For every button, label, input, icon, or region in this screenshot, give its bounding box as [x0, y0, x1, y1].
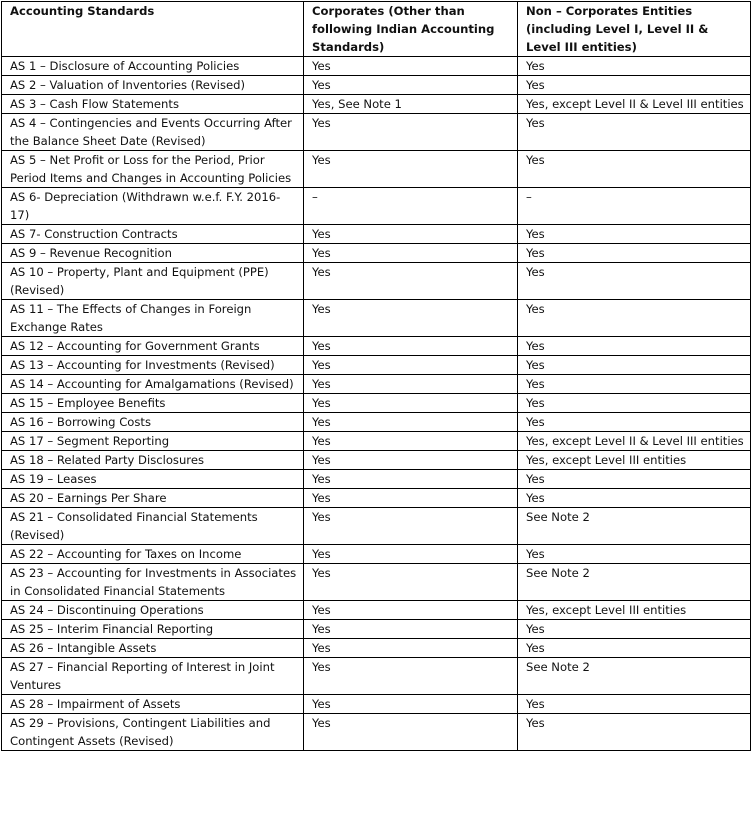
corporates-cell: Yes — [304, 470, 518, 489]
corporates-cell: Yes — [304, 151, 518, 188]
corporates-cell: – — [304, 188, 518, 225]
corporates-cell: Yes — [304, 695, 518, 714]
table-row — [2, 620, 751, 639]
non-corporates-cell: Yes — [518, 300, 751, 337]
table-row — [2, 714, 751, 751]
standard-cell: AS 27 – Financial Reporting of Interest in Joint Ventures — [2, 658, 304, 695]
table-row — [2, 470, 751, 489]
table-row — [2, 95, 751, 114]
corporates-cell: Yes — [304, 489, 518, 508]
standard-cell: AS 23 – Accounting for Investments in Associates in Consolidated Financial Statements — [2, 564, 304, 601]
table-row — [2, 394, 751, 413]
table-row — [2, 432, 751, 451]
table-row — [2, 564, 751, 601]
standard-cell: AS 1 – Disclosure of Accounting Policies — [2, 57, 304, 76]
standard-cell: AS 5 – Net Profit or Loss for the Period, Prior Period Items and Changes in Accounting Policies — [2, 151, 304, 188]
table-row — [2, 375, 751, 394]
standard-cell: AS 26 – Intangible Assets — [2, 639, 304, 658]
corporates-cell: Yes — [304, 225, 518, 244]
corporates-cell: Yes — [304, 639, 518, 658]
standard-cell: AS 9 – Revenue Recognition — [2, 244, 304, 263]
corporates-cell: Yes — [304, 375, 518, 394]
standard-cell: AS 29 – Provisions, Contingent Liabilities and Contingent Assets (Revised) — [2, 714, 304, 751]
non-corporates-cell: See Note 2 — [518, 508, 751, 545]
standard-cell: AS 4 – Contingencies and Events Occurring After the Balance Sheet Date (Revised) — [2, 114, 304, 151]
standard-cell: AS 24 – Discontinuing Operations — [2, 601, 304, 620]
standard-cell: AS 12 – Accounting for Government Grants — [2, 337, 304, 356]
standard-cell: AS 22 – Accounting for Taxes on Income — [2, 545, 304, 564]
header-non-corporates: Non – Corporates Entities (including Level I, Level II & Level III entities) — [518, 2, 751, 57]
corporates-cell: Yes — [304, 564, 518, 601]
corporates-cell: Yes — [304, 263, 518, 300]
non-corporates-cell: Yes — [518, 620, 751, 639]
table-body — [2, 57, 751, 751]
standard-cell: AS 10 – Property, Plant and Equipment (PPE) (Revised) — [2, 263, 304, 300]
table-row — [2, 244, 751, 263]
non-corporates-cell: Yes — [518, 244, 751, 263]
non-corporates-cell: Yes — [518, 57, 751, 76]
non-corporates-cell: Yes — [518, 639, 751, 658]
non-corporates-cell: Yes — [518, 394, 751, 413]
table-row — [2, 57, 751, 76]
standard-cell: AS 16 – Borrowing Costs — [2, 413, 304, 432]
non-corporates-cell: Yes — [518, 470, 751, 489]
corporates-cell: Yes — [304, 244, 518, 263]
non-corporates-cell: Yes — [518, 714, 751, 751]
corporates-cell: Yes — [304, 300, 518, 337]
corporates-cell: Yes — [304, 658, 518, 695]
standard-cell: AS 19 – Leases — [2, 470, 304, 489]
corporates-cell: Yes — [304, 394, 518, 413]
standard-cell: AS 13 – Accounting for Investments (Revised) — [2, 356, 304, 375]
corporates-cell: Yes — [304, 76, 518, 95]
corporates-cell: Yes — [304, 114, 518, 151]
non-corporates-cell: Yes — [518, 225, 751, 244]
table-row — [2, 451, 751, 470]
non-corporates-cell: Yes — [518, 413, 751, 432]
standard-cell: AS 3 – Cash Flow Statements — [2, 95, 304, 114]
accounting-standards-table — [1, 1, 751, 751]
header-corporates: Corporates (Other than following Indian Accounting Standards) — [304, 2, 518, 57]
non-corporates-cell: Yes — [518, 337, 751, 356]
corporates-cell: Yes — [304, 545, 518, 564]
table-row — [2, 188, 751, 225]
non-corporates-cell: See Note 2 — [518, 564, 751, 601]
table-row — [2, 695, 751, 714]
table-row — [2, 76, 751, 95]
table-row — [2, 658, 751, 695]
corporates-cell: Yes — [304, 413, 518, 432]
corporates-cell: Yes — [304, 337, 518, 356]
header-accounting-standards: Accounting Standards — [2, 2, 304, 57]
corporates-cell: Yes — [304, 57, 518, 76]
standard-cell: AS 17 – Segment Reporting — [2, 432, 304, 451]
table-row — [2, 489, 751, 508]
corporates-cell: Yes — [304, 451, 518, 470]
table-row — [2, 225, 751, 244]
non-corporates-cell: Yes — [518, 263, 751, 300]
standard-cell: AS 21 – Consolidated Financial Statements (Revised) — [2, 508, 304, 545]
standard-cell: AS 14 – Accounting for Amalgamations (Revised) — [2, 375, 304, 394]
non-corporates-cell: Yes, except Level III entities — [518, 601, 751, 620]
corporates-cell: Yes — [304, 620, 518, 639]
non-corporates-cell: Yes — [518, 375, 751, 394]
corporates-cell: Yes — [304, 714, 518, 751]
corporates-cell: Yes — [304, 432, 518, 451]
non-corporates-cell: Yes — [518, 695, 751, 714]
standard-cell: AS 18 – Related Party Disclosures — [2, 451, 304, 470]
non-corporates-cell: Yes — [518, 76, 751, 95]
standard-cell: AS 11 – The Effects of Changes in Foreign Exchange Rates — [2, 300, 304, 337]
non-corporates-cell: Yes — [518, 356, 751, 375]
non-corporates-cell: Yes — [518, 489, 751, 508]
corporates-cell: Yes — [304, 508, 518, 545]
standard-cell: AS 7- Construction Contracts — [2, 225, 304, 244]
corporates-cell: Yes, See Note 1 — [304, 95, 518, 114]
table-row — [2, 337, 751, 356]
table-row — [2, 601, 751, 620]
standard-cell: AS 2 – Valuation of Inventories (Revised) — [2, 76, 304, 95]
table-row — [2, 263, 751, 300]
standard-cell: AS 20 – Earnings Per Share — [2, 489, 304, 508]
corporates-cell: Yes — [304, 601, 518, 620]
table-row — [2, 413, 751, 432]
table-row — [2, 508, 751, 545]
standard-cell: AS 15 – Employee Benefits — [2, 394, 304, 413]
table-row — [2, 639, 751, 658]
table-row — [2, 114, 751, 151]
non-corporates-cell: Yes, except Level II & Level III entities — [518, 432, 751, 451]
table-row — [2, 300, 751, 337]
table-row — [2, 151, 751, 188]
standard-cell: AS 28 – Impairment of Assets — [2, 695, 304, 714]
non-corporates-cell: See Note 2 — [518, 658, 751, 695]
non-corporates-cell: Yes — [518, 151, 751, 188]
standard-cell: AS 25 – Interim Financial Reporting — [2, 620, 304, 639]
non-corporates-cell: Yes — [518, 114, 751, 151]
non-corporates-cell: Yes — [518, 545, 751, 564]
standard-cell: AS 6- Depreciation (Withdrawn w.e.f. F.Y. 2016-17) — [2, 188, 304, 225]
non-corporates-cell: Yes, except Level III entities — [518, 451, 751, 470]
corporates-cell: Yes — [304, 356, 518, 375]
non-corporates-cell: Yes, except Level II & Level III entities — [518, 95, 751, 114]
table-row — [2, 545, 751, 564]
table-row — [2, 356, 751, 375]
non-corporates-cell: – — [518, 188, 751, 225]
table-header-row — [2, 2, 751, 57]
